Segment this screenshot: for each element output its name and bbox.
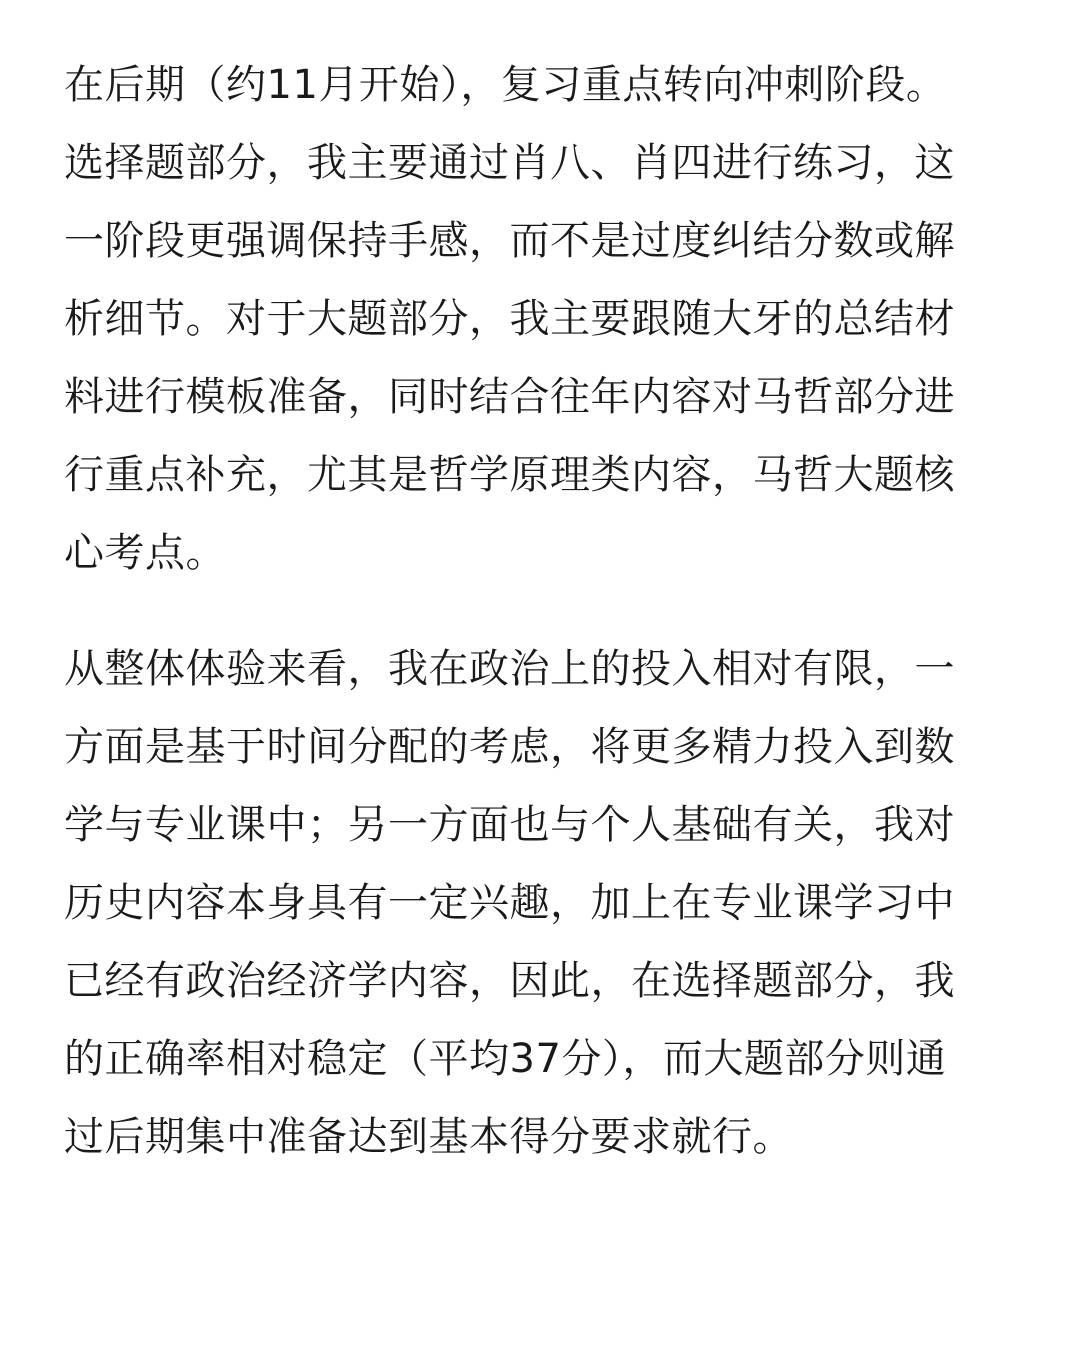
text-line: 方面是基于时间分配的考虑，将更多精力投入到数	[64, 724, 955, 770]
text-line: 过后期集中准备达到基本得分要求就行。	[64, 1114, 793, 1160]
text-line: 析细节。对于大题部分，我主要跟随大牙的总结材	[64, 296, 955, 342]
text-line: 从整体体验来看，我在政治上的投入相对有限，一	[64, 646, 955, 692]
text-line: 在后期（约11月开始），复习重点转向冲刺阶段。	[64, 62, 947, 108]
text-line: 一阶段更强调保持手感，而不是过度纠结分数或解	[64, 218, 955, 264]
text-line: 学与专业课中；另一方面也与个人基础有关，我对	[64, 802, 955, 848]
text-line: 行重点补充，尤其是哲学原理类内容，马哲大题核	[64, 452, 955, 498]
text-line: 料进行模板准备，同时结合往年内容对马哲部分进	[64, 374, 955, 420]
text-line: 选择题部分，我主要通过肖八、肖四进行练习，这	[64, 140, 955, 186]
text-line: 的正确率相对稳定（平均37分），而大题部分则通	[64, 1036, 947, 1082]
paragraph-overall-experience	[64, 630, 1024, 1176]
paragraph-sprint-phase	[64, 46, 1024, 592]
text-line: 已经有政治经济学内容，因此，在选择题部分，我	[64, 958, 955, 1004]
text-line: 历史内容本身具有一定兴趣，加上在专业课学习中	[64, 880, 955, 926]
text-line: 心考点。	[64, 530, 226, 576]
